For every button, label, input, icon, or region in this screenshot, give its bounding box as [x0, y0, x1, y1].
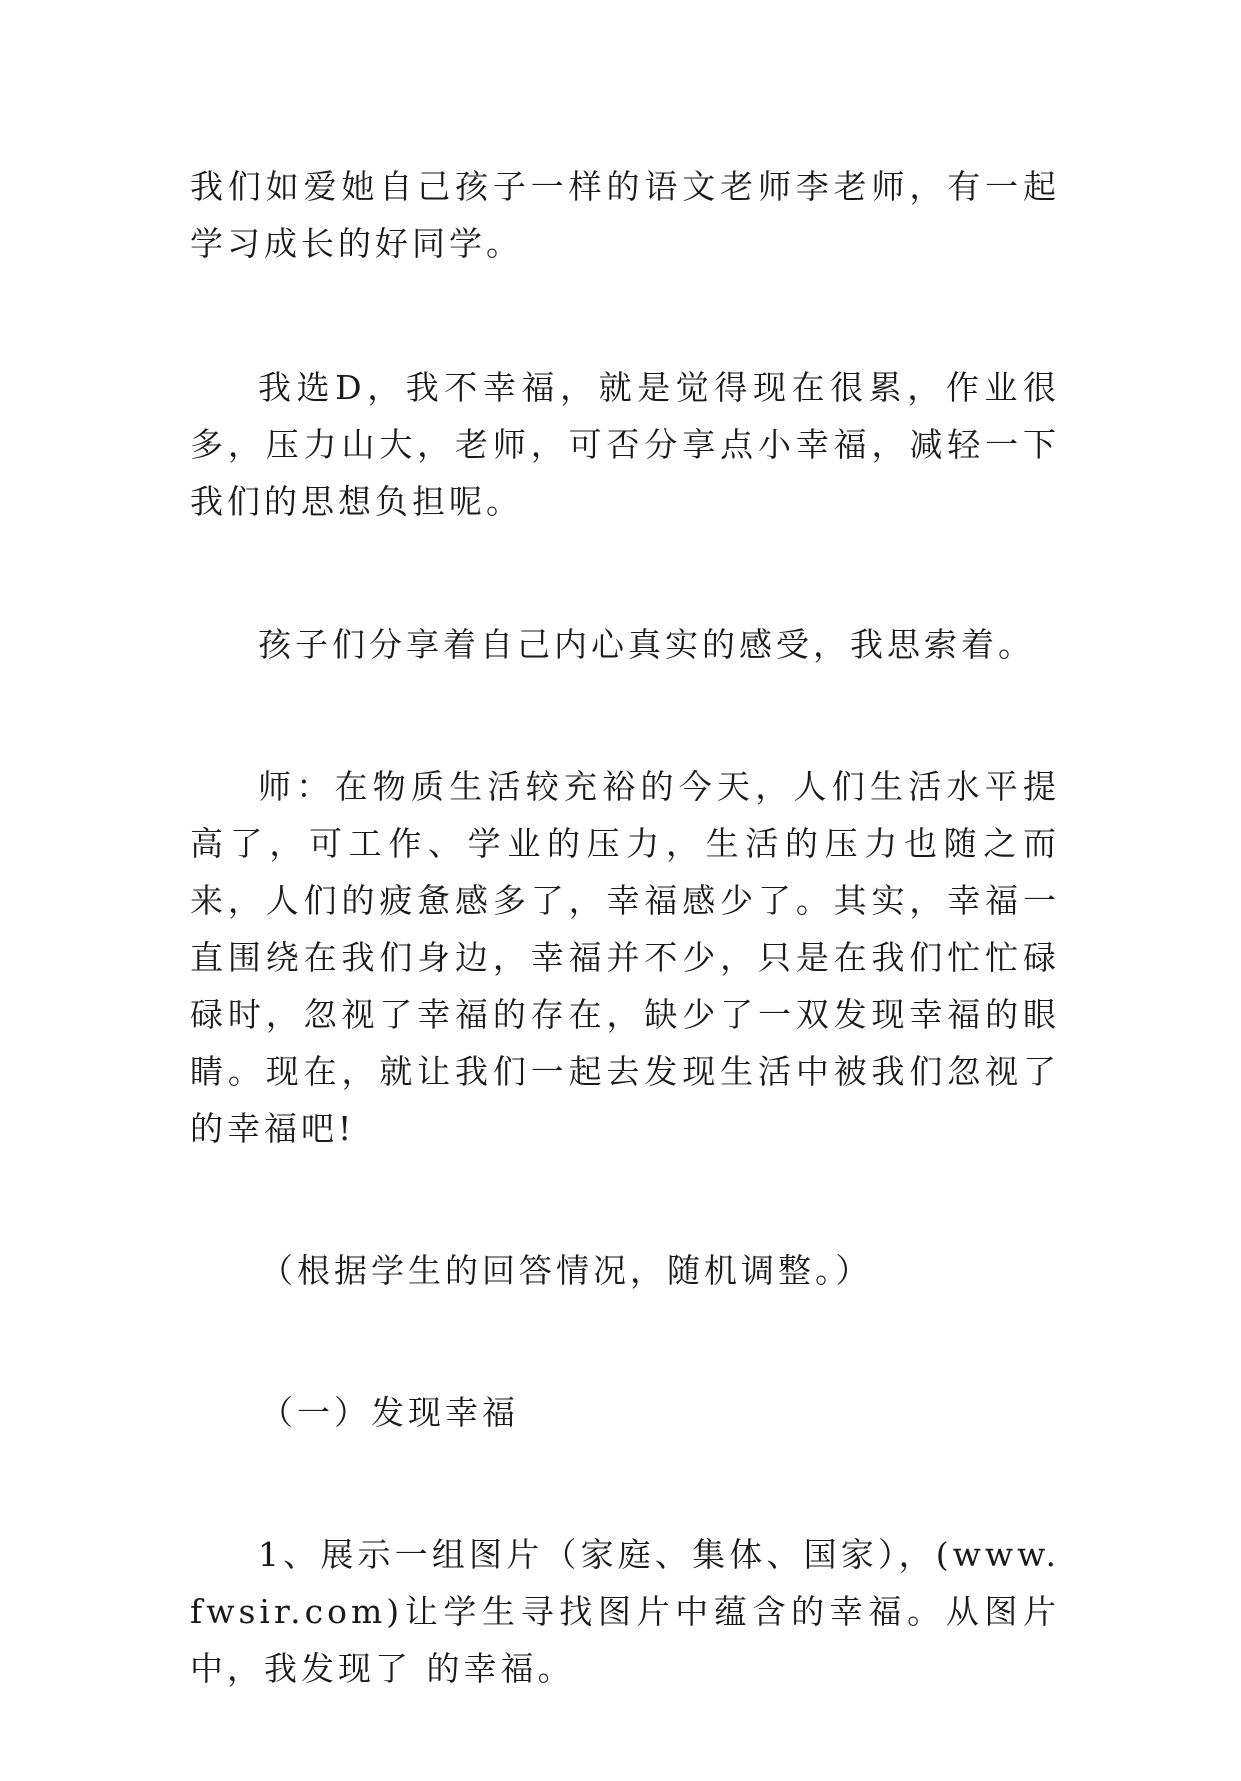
- document-body: [190, 158, 1060, 1781]
- paragraph-5: （根据学生的回答情况，随机调整。）: [260, 1251, 873, 1290]
- paragraph-3: 孩子们分享着自己内心真实的感受，我思索着。: [258, 625, 1035, 664]
- paragraph-7: 1、展示一组图片（家庭、集体、国家），(www.fwsir.com)让学生寻找图片中蕴含的幸福。从图片中，我发现了 的幸福。: [190, 1535, 1060, 1688]
- paragraph-4: 师：在物质生活较充裕的今天，人们生活水平提高了，可工作、学业的压力，生活的压力也随之而来，人们的疲惫感多了，幸福感少了。其实，幸福一直围绕在我们身边，幸福并不少，只是在我们忙忙碌碌时，忽视了幸福的存在，缺少了一双发现幸福的眼睛。现在，就让我们一起去发现生活中被我们忽视了的幸福吧!: [190, 767, 1060, 1148]
- section-heading: （一）发现幸福: [260, 1393, 519, 1432]
- paragraph-1: 我们如爱她自己孩子一样的语文老师李老师，有一起学习成长的好同学。: [190, 167, 1060, 263]
- paragraph-2: 我选D，我不幸福，就是觉得现在很累，作业很多，压力山大，老师，可否分享点小幸福，减轻一下我们的思想负担呢。: [190, 368, 1060, 521]
